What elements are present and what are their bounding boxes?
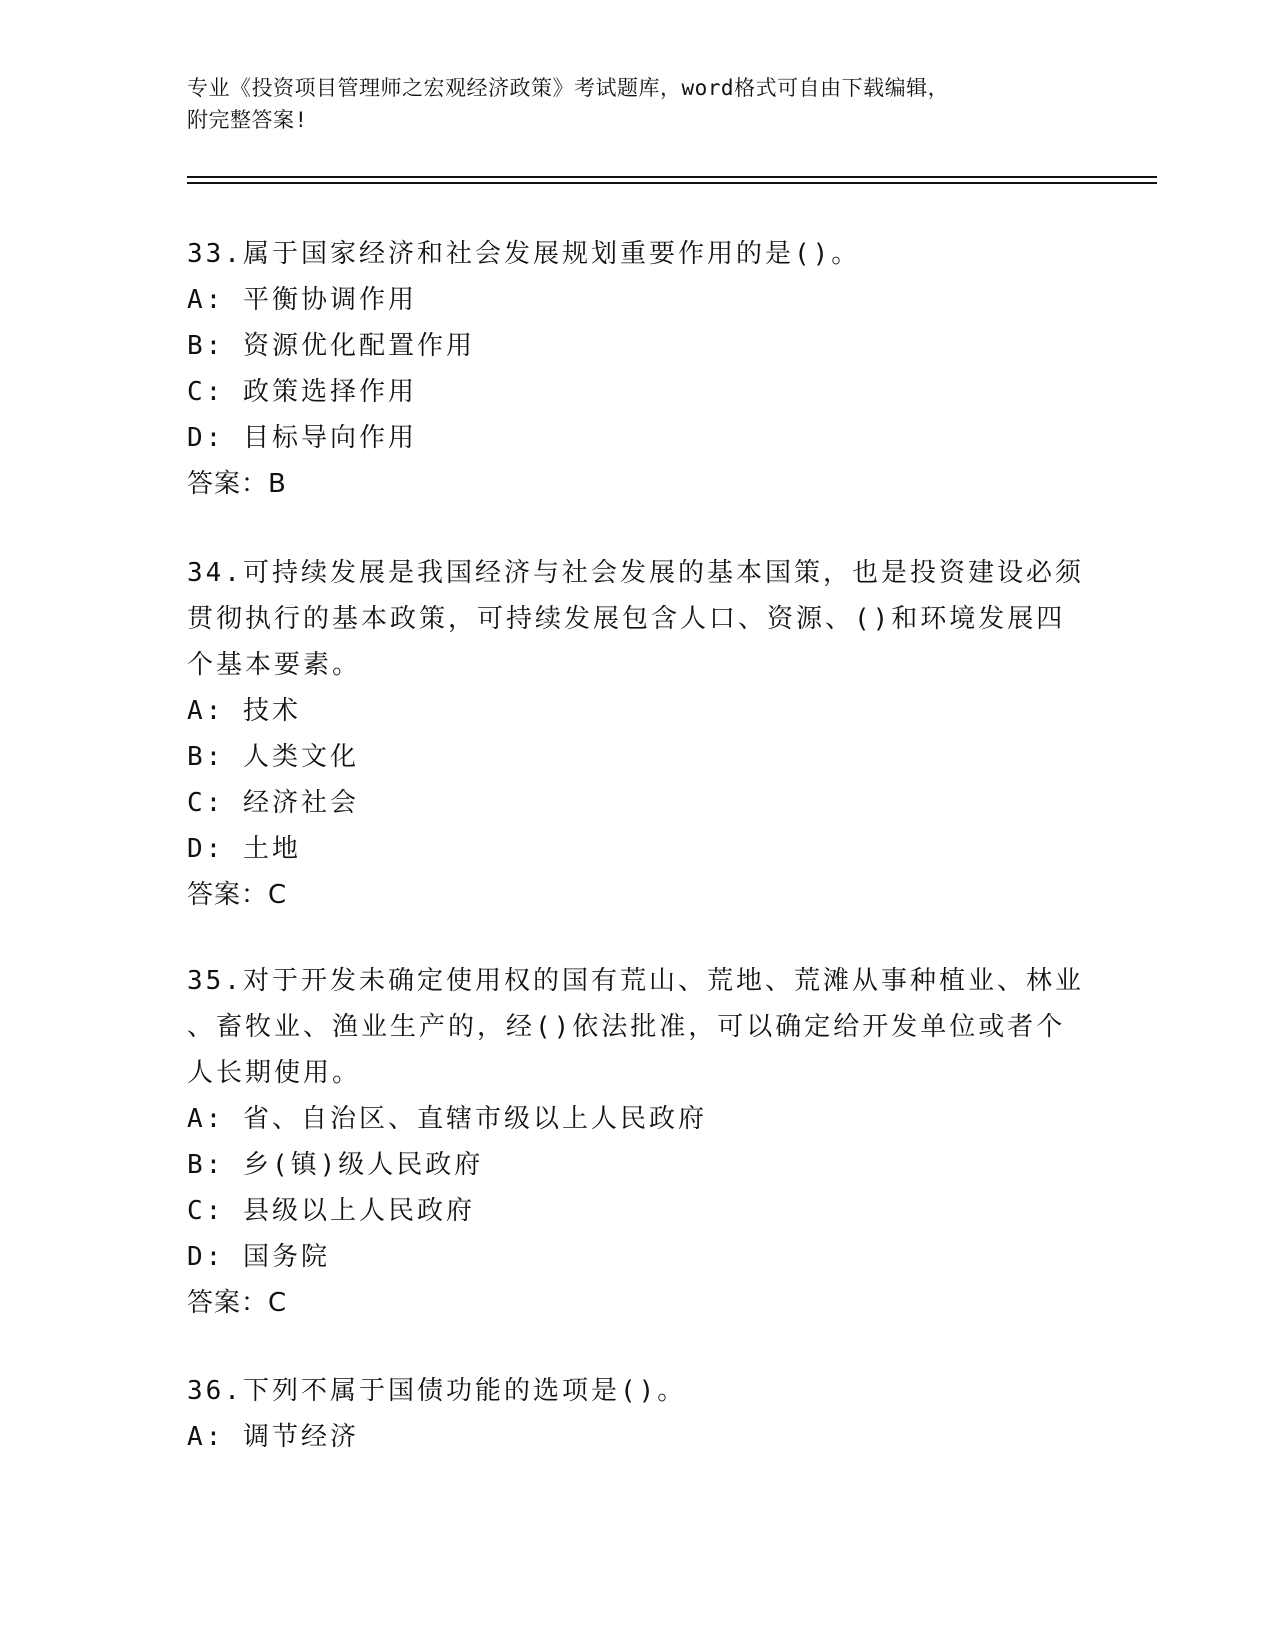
document-header xyxy=(187,72,1087,136)
header-divider-bottom xyxy=(187,182,1157,184)
answer-line: 答案：C xyxy=(187,880,288,910)
question-stem-line-2: 贯彻执行的基本政策，可持续发展包含人口、资源、()和环境发展四 xyxy=(187,604,1066,634)
question-36 xyxy=(187,1368,1087,1460)
question-stem: 36.下列不属于国债功能的选项是()。 xyxy=(187,1376,687,1406)
question-stem-line-3: 人长期使用。 xyxy=(187,1058,362,1088)
header-line-1: 专业《投资项目管理师之宏观经济政策》考试题库，word格式可自由下载编辑， xyxy=(187,76,950,100)
option-c: C: 经济社会 xyxy=(187,788,359,818)
answer-line: 答案：B xyxy=(187,469,287,499)
question-stem-line-2: 、畜牧业、渔业生产的，经()依法批准，可以确定给开发单位或者个 xyxy=(187,1012,1066,1042)
document-page xyxy=(187,0,1157,1650)
question-stem-line-3: 个基本要素。 xyxy=(187,650,362,680)
option-d: D: 目标导向作用 xyxy=(187,423,417,453)
question-stem-line-1: 35.对于开发未确定使用权的国有荒山、荒地、荒滩从事种植业、林业 xyxy=(187,966,1084,996)
question-33 xyxy=(187,231,1087,507)
question-34 xyxy=(187,550,1087,918)
question-35 xyxy=(187,958,1087,1326)
option-b: B: 乡(镇)级人民政府 xyxy=(187,1150,484,1180)
option-d: D: 土地 xyxy=(187,834,301,864)
question-stem-line-1: 34.可持续发展是我国经济与社会发展的基本国策，也是投资建设必须 xyxy=(187,558,1084,588)
option-a: A: 技术 xyxy=(187,696,301,726)
option-c: C: 县级以上人民政府 xyxy=(187,1196,475,1226)
question-stem: 33.属于国家经济和社会发展规划重要作用的是()。 xyxy=(187,239,861,269)
option-a: A: 平衡协调作用 xyxy=(187,285,417,315)
option-c: C: 政策选择作用 xyxy=(187,377,417,407)
option-b: B: 人类文化 xyxy=(187,742,359,772)
header-divider-top xyxy=(187,176,1157,178)
option-d: D: 国务院 xyxy=(187,1242,330,1272)
answer-line: 答案：C xyxy=(187,1288,288,1318)
option-a: A: 调节经济 xyxy=(187,1422,359,1452)
option-a: A: 省、自治区、直辖市级以上人民政府 xyxy=(187,1104,707,1134)
option-b: B: 资源优化配置作用 xyxy=(187,331,475,361)
header-line-2: 附完整答案! xyxy=(187,108,308,132)
